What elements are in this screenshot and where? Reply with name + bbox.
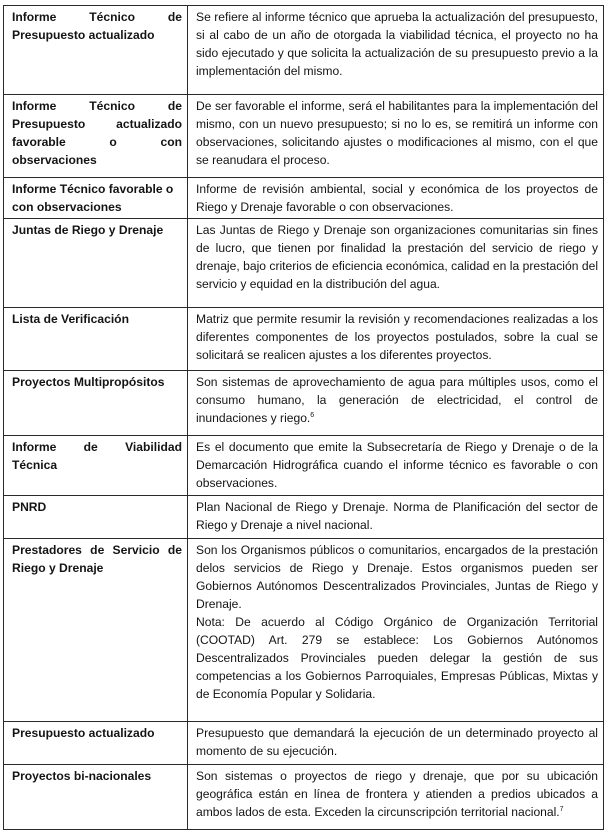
definition-cell: Es el documento que emite la Subsecretaría de Riego y Drenaje o de la Demarcación Hidrográfica cuando el informe técnico es favorable o con observaciones.: [188, 436, 604, 496]
footnote-marker: 6: [310, 411, 315, 419]
term-cell: Prestadores de Servicio de Riego y Drenaje: [4, 539, 188, 722]
term-cell: Proyectos Multipropósitos: [4, 371, 188, 436]
definition-cell: Informe de revisión ambiental, social y económica de los proyectos de Riego y Drenaje favorable o con observaciones.: [188, 178, 604, 219]
definition-cell: [188, 765, 604, 830]
definition-cell: Se refiere al informe técnico que aprueba la actualización del presupuesto, si al cabo de un año de otorgada la viabilidad técnica, el proyecto no ha sido ejecutado y que solicita la actualización de su presupuesto previo a la implementación del mismo.: [188, 6, 604, 95]
definition-text: Son sistemas o proyectos de riego y drenaje, que por su ubicación geográfica están en línea de frontera y atienden a predios ubicados a ambos lados de esta. Exceden la circunscripción territorial nacional.: [196, 769, 598, 819]
term-cell: Presupuesto actualizado: [4, 722, 188, 765]
definition-text: Son los Organismos públicos o comunitarios, encargados de la prestación delos servicios de Riego y Drenaje. Estos organismos pueden ser Gobiernos Autónomos Descentralizados Provinciales, Juntas de Riego y Drenaje.: [196, 543, 598, 611]
definition-text: Son sistemas de aprovechamiento de agua para múltiples usos, como el consumo humano, la generación de electricidad, el control de inundaciones y riego.: [196, 375, 598, 425]
term-cell: Informe Técnico favorable o con observaciones: [4, 178, 188, 219]
definition-cell: [188, 539, 604, 722]
footnote-marker: 7: [559, 805, 564, 813]
term-cell: Proyectos bi-nacionales: [4, 765, 188, 830]
term-cell: Informe Técnico de Presupuesto actualizado: [4, 6, 188, 95]
table-row: [4, 496, 604, 539]
term-cell: Juntas de Riego y Drenaje: [4, 219, 188, 308]
table-row: [4, 539, 604, 722]
definition-cell: [188, 371, 604, 436]
glossary-table: [3, 5, 604, 830]
table-row: [4, 436, 604, 496]
table-row: [4, 765, 604, 830]
term-cell: Informe de Viabilidad Técnica: [4, 436, 188, 496]
table-row: [4, 95, 604, 178]
table-row: [4, 178, 604, 219]
definition-cell: Plan Nacional de Riego y Drenaje. Norma de Planificación del sector de Riego y Drenaje a nivel nacional.: [188, 496, 604, 539]
term-cell: Lista de Verificación: [4, 308, 188, 371]
table-row: [4, 722, 604, 765]
definition-cell: Matriz que permite resumir la revisión y recomendaciones realizadas a los diferentes componentes de los proyectos postulados, sobre la cual se solicitará se realicen ajustes a los diferentes proyectos.: [188, 308, 604, 371]
definition-cell: Las Juntas de Riego y Drenaje son organizaciones comunitarias sin fines de lucro, que tienen por finalidad la prestación del servicio de riego y drenaje, bajo criterios de eficiencia económica, calidad en la prestación del servicio y equidad en la distribución del agua.: [188, 219, 604, 308]
table-row: [4, 6, 604, 95]
term-cell: Informe Técnico de Presupuesto actualizado favorable o con observaciones: [4, 95, 188, 178]
definition-cell: Presupuesto que demandará la ejecución de un determinado proyecto al momento de su ejecución.: [188, 722, 604, 765]
term-cell: PNRD: [4, 496, 188, 539]
definition-cell: De ser favorable el informe, será el habilitantes para la implementación del mismo, con un nuevo presupuesto; si no lo es, se remitirá un informe con observaciones, solicitando ajustes o modificaciones al mismo, con el que se reanudara el proceso.: [188, 95, 604, 178]
table-row: [4, 219, 604, 308]
table-row: [4, 371, 604, 436]
table-row: [4, 308, 604, 371]
definition-note: Nota: De acuerdo al Código Orgánico de Organización Territorial (COOTAD) Art. 279 se establece: Los Gobiernos Autónomos Descentralizados Provinciales pueden delegar la gestión de sus competencias a los Gobiernos Parroquiales, Empresas Públicas, Mixtas y de Economía Popular y Solidaria.: [196, 615, 598, 701]
